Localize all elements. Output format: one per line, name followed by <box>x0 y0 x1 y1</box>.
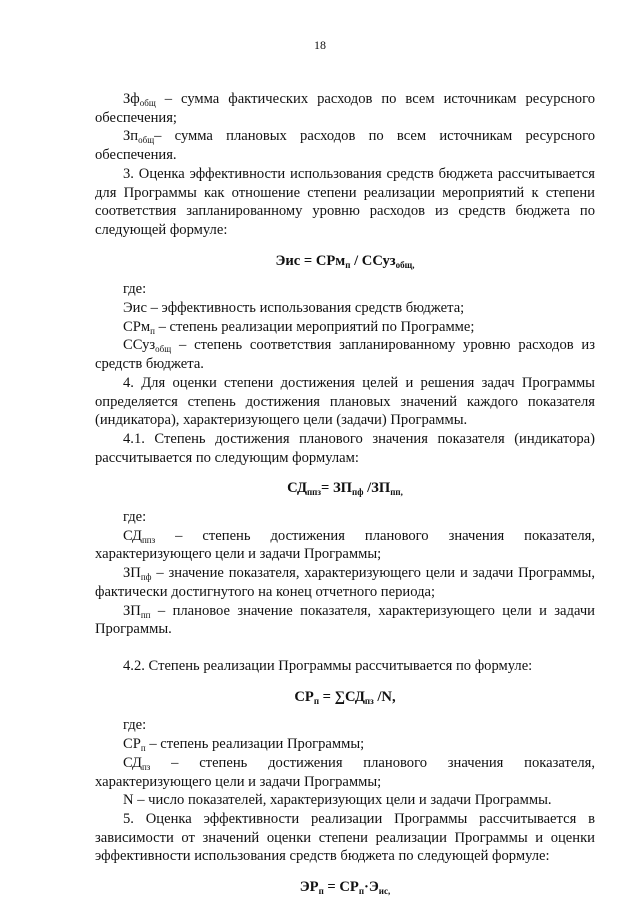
page-body <box>95 90 595 907</box>
definition-eis: Эис – эффективность использования средств бюджета; <box>123 300 465 317</box>
definition-sdpz: $СД_{пз}$ – степень достижения планового значения показателя, характеризующего цели и задачи Программы; <box>95 754 595 790</box>
paragraph-3: 3. Оценка эффективности использования средств бюджета рассчитывается для Программы как отношение степени реализации мероприятий к степени соответствия запланированному уровню расходов из средств бюджета по следующей формуле: <box>95 165 595 238</box>
definition-zf-total: $Зф_{общ}$ – сумма фактических расходов по всем источникам ресурсного обеспечения; <box>95 91 595 126</box>
formula-target-achievement: $СД_{ппз}= ЗП_{пф}$ $/ЗП_{пп,}$ <box>287 480 403 498</box>
page-number: 18 <box>314 38 326 52</box>
definition-srp: $СР_п$ – степень реализации Программы; <box>123 736 365 754</box>
formula-program-efficiency: $ЭР_п = СР_п\cdot Э_{ис,}$ <box>299 879 391 897</box>
paragraph-5: 5. Оценка эффективности реализации Программы рассчитывается в зависимости от значений оценки степени реализации Программы и оценки эффективности использования средств бюджета по следующей формуле: <box>95 810 595 865</box>
formula-budget-efficiency: Эис = СРм$_п$ / ССуз$_{общ,}$ <box>275 252 415 270</box>
definition-zp-total: $Зп_{общ}-$ сумма плановых расходов по всем источникам ресурсного обеспечения. <box>95 128 595 164</box>
definition-n: N – число показателей, характеризующих цели и задачи Программы. <box>123 792 552 809</box>
where-label: где: <box>123 509 147 526</box>
formula-program-implementation: $СР_п = \sum СД_{пз}$ /N, <box>294 688 396 706</box>
definition-zppp: $ЗП_{пп}$ – плановое значение показателя, характеризующего цели и задачи Программы. <box>95 602 595 638</box>
definition-sdppz: $СД_{ппз}$ – степень достижения планового значения показателя, характеризующего цели и задачи Программы; <box>95 527 595 563</box>
paragraph-4: 4. Для оценки степени достижения целей и решения задач Программы определяется степень достижения плановых значений каждого показателя (индикатора), характеризующего цели (задачи) Программы. <box>95 374 595 429</box>
paragraph-4-1: 4.1. Степень достижения планового значения показателя (индикатора) рассчитывается по следующим формулам: <box>95 430 595 466</box>
definition-ssuz: ССуз$_{общ}$ – степень соответствия запланированному уровню расходов из средств бюджета. <box>95 337 595 373</box>
where-label: где: <box>123 717 147 734</box>
definition-zppf: $ЗП_{пф}$ – значение показателя, характеризующего цели и задачи Программы, фактически достигнутого на конец отчетного периода; <box>95 565 595 600</box>
paragraph-4-2: 4.2. Степень реализации Программы рассчитывается по формуле: <box>123 657 533 674</box>
definition-srm: СРм$_п$ – степень реализации мероприятий по Программе; <box>123 318 475 336</box>
where-label: где: <box>123 281 147 298</box>
